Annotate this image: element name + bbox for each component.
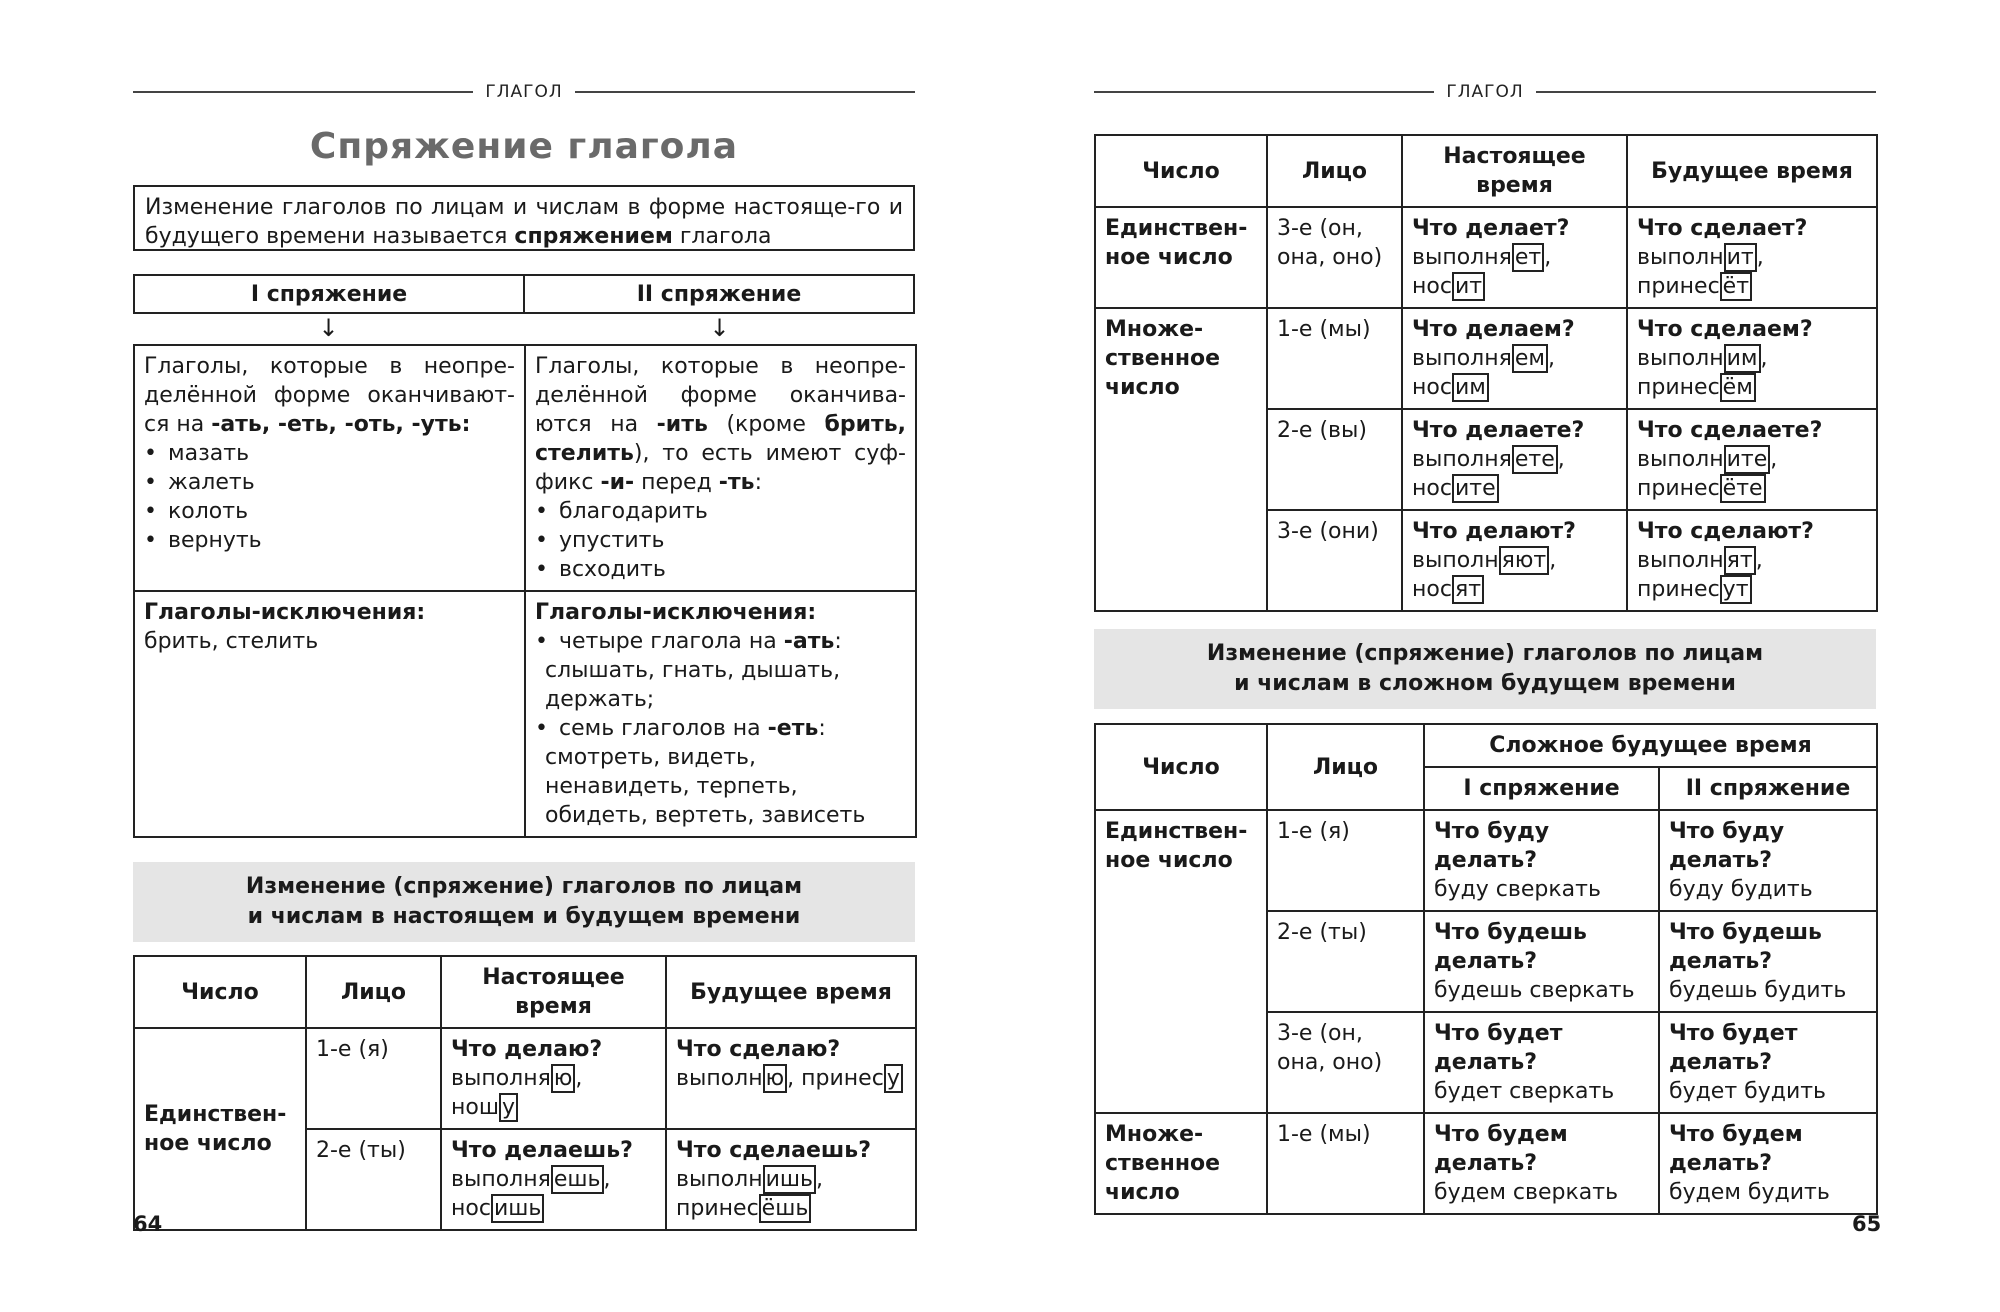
- ending-box: ёт: [1720, 272, 1752, 301]
- col-header-present: Настоящее время: [1402, 135, 1627, 207]
- verb-stem: выполн: [1637, 447, 1724, 472]
- example: будет будить: [1669, 1079, 1827, 1104]
- verb-stem: принес: [1637, 274, 1720, 299]
- conj1-header: I спряжение: [134, 275, 524, 313]
- exception-ending: -ать: [783, 629, 835, 654]
- person-cell: 1-е (я): [1267, 810, 1424, 911]
- page-title: Спряжение глагола: [309, 126, 739, 167]
- verb-stem: принес: [1637, 375, 1720, 400]
- ending-box: ишь: [763, 1165, 816, 1194]
- ending-box: ят: [1452, 575, 1484, 604]
- ending-box: ит: [1724, 243, 1757, 272]
- running-head-right: [1094, 82, 1876, 102]
- definition-text-end: глагола: [672, 224, 772, 249]
- person-cell: 1-е (я): [306, 1028, 441, 1129]
- example: будешь сверкать: [1434, 978, 1635, 1003]
- ending-box: им: [1724, 344, 1761, 373]
- conj1-cell: [1424, 1012, 1659, 1113]
- col-header-number: Число: [134, 956, 306, 1028]
- col-header-conj2: II спряжение: [1659, 767, 1877, 810]
- conj2-intro: Глаголы, которые в неопре-делённой форме оканчива-ются на: [535, 354, 906, 437]
- present-question: Что делаем?: [1412, 317, 1575, 342]
- col-header-conj1: I спряжение: [1424, 767, 1659, 810]
- conj1-example: вернуть: [168, 528, 262, 553]
- conj2-ending: -ить: [656, 412, 708, 437]
- ending-box: ят: [1724, 546, 1756, 575]
- col-header-person: Лицо: [306, 956, 441, 1028]
- list-item: [545, 526, 906, 555]
- person-cell: 1-е (мы): [1267, 308, 1402, 409]
- page-number-left: 64: [133, 1212, 163, 1236]
- conj2-example: всходить: [559, 557, 666, 582]
- list-item: [545, 627, 906, 714]
- number-singular: Единствен-ное число: [134, 1028, 306, 1230]
- conj1-exceptions-label: Глаголы-исключения:: [144, 600, 426, 625]
- ending-box: у: [499, 1093, 518, 1122]
- conj2-example: благодарить: [559, 499, 708, 524]
- verb-stem: выполня: [451, 1167, 551, 1192]
- ending-box: им: [1452, 373, 1489, 402]
- exception-text: семь глаголов на: [559, 716, 768, 741]
- conj1-colon: :: [461, 412, 471, 437]
- present-question: Что делаю?: [451, 1037, 603, 1062]
- verb-stem: выполня: [1412, 447, 1512, 472]
- person-cell: 2-е (вы): [1267, 409, 1402, 510]
- down-arrow-icon: ↓: [709, 314, 730, 342]
- example: будешь будить: [1669, 978, 1847, 1003]
- conj1-intro: Глаголы, которые в неопре-делённой форме оканчивают-ся на: [144, 354, 515, 437]
- running-head-rule: [1094, 91, 1434, 93]
- conj2-exceptions-list: [535, 627, 906, 830]
- future-cell: Что сделаем? выполн им , принес ём: [1627, 308, 1877, 409]
- person-cell: 3-е (он, она, оно): [1267, 207, 1402, 308]
- verb-stem: принес: [1637, 577, 1720, 602]
- ending-box: ю: [551, 1064, 576, 1093]
- banner-line: и числам в настоящем и будущем времени: [247, 904, 801, 929]
- conj2-colon: :: [754, 470, 763, 495]
- example: будем сверкать: [1434, 1180, 1619, 1205]
- example: будет сверкать: [1434, 1079, 1615, 1104]
- exception-verbs: : слышать, гнать, дышать, держать;: [545, 629, 842, 712]
- separator: ,: [816, 1167, 824, 1192]
- banner-line: и числам в сложном будущем времени: [1234, 671, 1736, 696]
- conj2-te: -ть: [718, 470, 755, 495]
- question: Что будет делать?: [1669, 1021, 1798, 1075]
- verb-stem: нос: [451, 1196, 491, 1221]
- conj2-bold-ex: брить, стелить: [535, 412, 906, 466]
- down-arrow-icon: ↓: [318, 314, 339, 342]
- col-header-future: Будущее время: [1627, 135, 1877, 207]
- present-question: Что делает?: [1412, 216, 1570, 241]
- separator: ,: [787, 1066, 802, 1091]
- col-header-number: Число: [1095, 135, 1267, 207]
- future-question: Что сделаю?: [676, 1037, 841, 1062]
- future-question: Что сделаете?: [1637, 418, 1823, 443]
- present-question: Что делают?: [1412, 519, 1576, 544]
- conj2-cell: [1659, 1012, 1877, 1113]
- conj1-rule-cell: [134, 345, 525, 591]
- future-question: Что сделаем?: [1637, 317, 1813, 342]
- verb-stem: нос: [1412, 476, 1452, 501]
- present-question: Что делаешь?: [451, 1138, 633, 1163]
- conj1-example: жалеть: [168, 470, 255, 495]
- question: Что будет делать?: [1434, 1021, 1563, 1075]
- verb-stem: выполня: [451, 1066, 551, 1091]
- present-cell: Что делаем? выполня ем , нос им: [1402, 308, 1627, 409]
- question: Что будем делать?: [1669, 1122, 1803, 1176]
- conj2-cell: [1659, 1113, 1877, 1214]
- conj2-suffix: -и-: [600, 470, 635, 495]
- ending-box: яют: [1499, 546, 1550, 575]
- exception-text: четыре глагола на: [559, 629, 784, 654]
- ending-box: ите: [1452, 474, 1499, 503]
- conjugation-header: [133, 274, 915, 314]
- col-header-person: Лицо: [1267, 724, 1424, 810]
- running-head-rule: [1536, 91, 1876, 93]
- verb-stem: выполня: [1412, 245, 1512, 270]
- person-cell: 1-е (мы): [1267, 1113, 1424, 1214]
- col-header-future: Будущее время: [666, 956, 916, 1028]
- ending-box: ешь: [551, 1165, 604, 1194]
- banner-line: Изменение (спряжение) глаголов по лицам: [1206, 641, 1764, 666]
- conj1-cell: [1424, 810, 1659, 911]
- ending-box: ет: [1512, 243, 1544, 272]
- present-cell: Что делаете? выполня ете , нос ите: [1402, 409, 1627, 510]
- verb-stem: нос: [1412, 577, 1452, 602]
- example: будем будить: [1669, 1180, 1830, 1205]
- number-singular: Единствен-ное число: [1095, 810, 1267, 1113]
- future-question: Что сделает?: [1637, 216, 1808, 241]
- example: буду будить: [1669, 877, 1813, 902]
- verb-stem: выполн: [676, 1066, 763, 1091]
- verb-stem: выполня: [1412, 346, 1512, 371]
- col-header-number: Число: [1095, 724, 1267, 810]
- running-head-rule: [575, 91, 915, 93]
- ending-box: ишь: [491, 1194, 544, 1223]
- definition-term: спряжением: [514, 224, 673, 249]
- future-cell: Что сделает? выполн ит , принес ёт: [1627, 207, 1877, 308]
- col-header-person: Лицо: [1267, 135, 1402, 207]
- verb-stem: выполн: [1412, 548, 1499, 573]
- definition-text: Изменение глаголов по лицам и числам в форме настояще-го и будущего времени называется: [145, 195, 903, 249]
- conj1-example: мазать: [168, 441, 250, 466]
- verb-stem: выполн: [1637, 245, 1724, 270]
- conj2-rule-cell: [525, 345, 916, 591]
- verb-stem: принес: [676, 1196, 759, 1221]
- right-page: [1000, 0, 2000, 1312]
- future-cell: [666, 1129, 916, 1230]
- list-item: [154, 468, 515, 497]
- conj2-cell: [1659, 810, 1877, 911]
- future-question: Что сделают?: [1637, 519, 1814, 544]
- arrows-row: [133, 313, 915, 343]
- future-cell: Что сделаете? выполн ите , принес ёте: [1627, 409, 1877, 510]
- conj1-example: колоть: [168, 499, 249, 524]
- list-item: [545, 555, 906, 584]
- ending-box: ете: [1512, 445, 1558, 474]
- ending-box: ут: [1720, 575, 1752, 604]
- running-head-label: ГЛАГОЛ: [1446, 82, 1524, 102]
- conjugation-rules-table: [133, 344, 917, 838]
- number-plural: Множе-ственное число: [1095, 1113, 1267, 1214]
- present-future-table-continued: [1094, 134, 1878, 612]
- ending-box: ите: [1724, 445, 1771, 474]
- verb-stem: выполн: [676, 1167, 763, 1192]
- conj1-exceptions: брить, стелить: [144, 629, 319, 654]
- conj2-exceptions-label: Глаголы-исключения:: [535, 600, 817, 625]
- running-head-left: [133, 82, 915, 102]
- present-cell: Что делает? выполня ет , нос ит: [1402, 207, 1627, 308]
- conj2-example-list: [535, 497, 906, 584]
- conj1-endings: -ать, -еть, -оть, -уть: [211, 412, 462, 437]
- section-banner-compound-future: [1094, 629, 1876, 709]
- conj1-cell: [1424, 911, 1659, 1012]
- exception-verbs: : смотреть, видеть, ненавидеть, терпеть, обидеть, вертеть, зависеть: [545, 716, 866, 828]
- number-plural: Множе-ственное число: [1095, 308, 1267, 611]
- conj2-text: перед: [634, 470, 719, 495]
- ending-box: ю: [763, 1064, 788, 1093]
- conj2-text: (кроме: [707, 412, 825, 437]
- separator: ,: [603, 1167, 611, 1192]
- question: Что будешь делать?: [1669, 920, 1822, 974]
- ending-box: ём: [1720, 373, 1756, 402]
- present-cell: Что делают? выполн яют , нос ят: [1402, 510, 1627, 611]
- present-cell: [441, 1129, 666, 1230]
- question: Что будешь делать?: [1434, 920, 1587, 974]
- verb-stem: нос: [1412, 274, 1452, 299]
- present-question: Что делаете?: [1412, 418, 1585, 443]
- verb-stem: нос: [1412, 375, 1452, 400]
- person-cell: 3-е (он, она, оно): [1267, 1012, 1424, 1113]
- exception-ending: -еть: [767, 716, 819, 741]
- question: Что будем делать?: [1434, 1122, 1568, 1176]
- person-cell: 2-е (ты): [1267, 911, 1424, 1012]
- person-cell: 3-е (они): [1267, 510, 1402, 611]
- ending-box: ёшь: [759, 1194, 812, 1223]
- conj2-example: упустить: [559, 528, 665, 553]
- verb-stem: нош: [451, 1095, 499, 1120]
- present-future-table: [133, 955, 917, 1231]
- verb-stem: принес: [801, 1066, 884, 1091]
- section-banner-present-future: [133, 862, 915, 942]
- future-question: Что сделаешь?: [676, 1138, 871, 1163]
- running-head-label: ГЛАГОЛ: [485, 82, 563, 102]
- future-cell: Что сделают? выполн ят , принес ут: [1627, 510, 1877, 611]
- ending-box: у: [884, 1064, 903, 1093]
- list-item: [545, 714, 906, 830]
- page-number-right: 65: [1852, 1212, 1882, 1236]
- conj2-text: ), то есть имеют суф-фикс: [535, 441, 906, 495]
- list-item: [154, 497, 515, 526]
- conj1-example-list: [144, 439, 515, 555]
- future-cell: [666, 1028, 916, 1129]
- list-item: [154, 439, 515, 468]
- ending-box: ем: [1512, 344, 1548, 373]
- person-cell: 2-е (ты): [306, 1129, 441, 1230]
- conj2-exceptions-cell: [525, 591, 916, 837]
- conj2-header: II спряжение: [524, 275, 914, 313]
- list-item: [545, 497, 906, 526]
- conj2-cell: [1659, 911, 1877, 1012]
- compound-future-table: [1094, 723, 1878, 1215]
- ending-box: ит: [1452, 272, 1485, 301]
- col-header-present: Настоящее время: [441, 956, 666, 1028]
- verb-stem: выполн: [1637, 548, 1724, 573]
- col-header-compound-future: Сложное будущее время: [1424, 724, 1877, 767]
- definition-box: [133, 185, 915, 251]
- verb-stem: принес: [1637, 476, 1720, 501]
- separator: ,: [575, 1066, 583, 1091]
- list-item: [154, 526, 515, 555]
- conj1-cell: [1424, 1113, 1659, 1214]
- question: Что буду делать?: [1434, 819, 1550, 873]
- question: Что буду делать?: [1669, 819, 1785, 873]
- banner-line: Изменение (спряжение) глаголов по лицам: [245, 874, 803, 899]
- conj1-exceptions-cell: [134, 591, 525, 837]
- present-cell: [441, 1028, 666, 1129]
- verb-stem: выполн: [1637, 346, 1724, 371]
- example: буду сверкать: [1434, 877, 1601, 902]
- running-head-rule: [133, 91, 473, 93]
- ending-box: ёте: [1720, 474, 1766, 503]
- number-singular: Единствен-ное число: [1095, 207, 1267, 308]
